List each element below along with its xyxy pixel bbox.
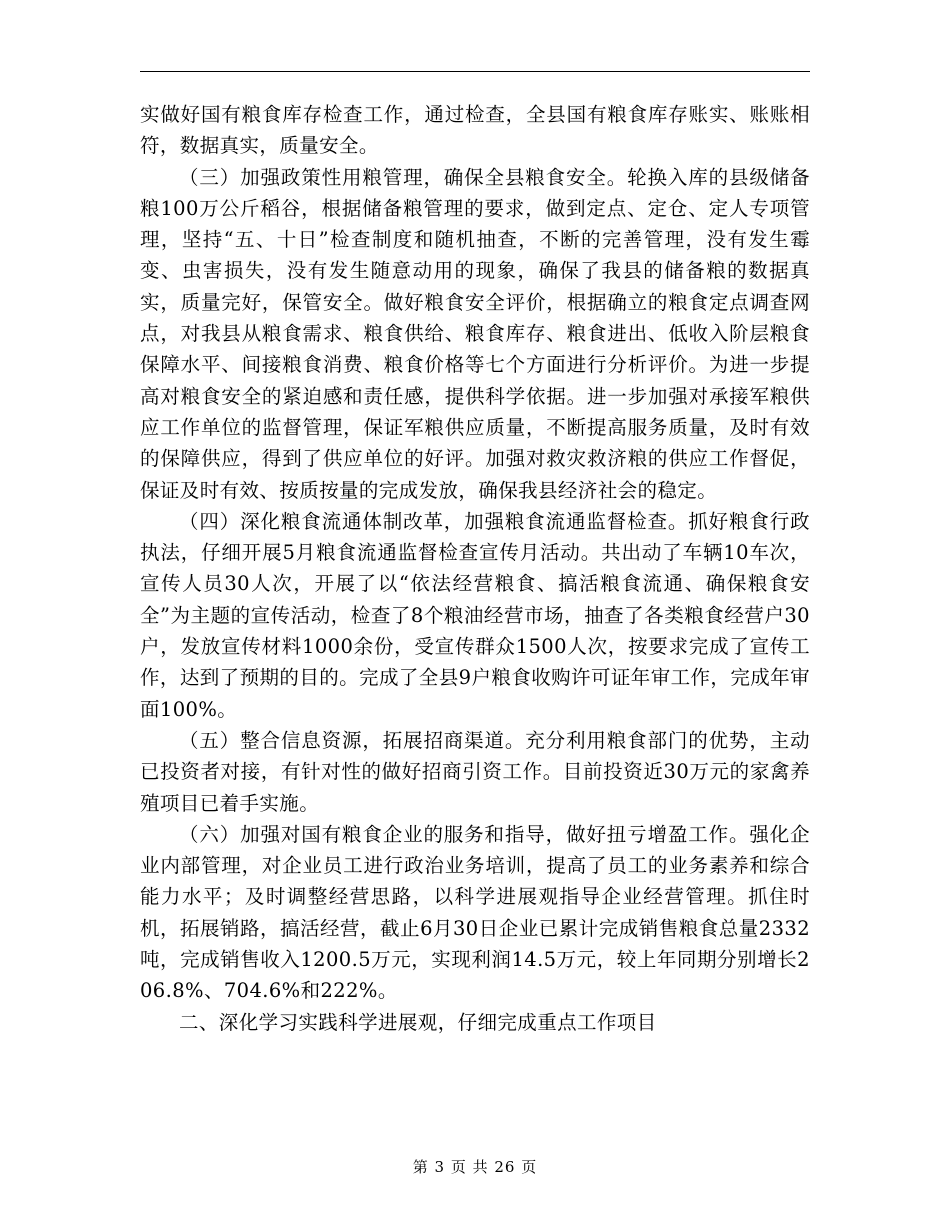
page-footer [0,1156,950,1177]
section-heading-two: 二、深化学习实践科学进展观，仔细完成重点工作项目 [179,1010,657,1034]
footer-current-page: 3 [434,1158,446,1176]
paragraph: 实做好国有粮食库存检查工作，通过检查，全县国有粮食库存账实、账账相符，数据真实，质量安全。 [140,103,810,158]
document-body [140,99,810,1038]
paragraph-section-six: （六）加强对国有粮食企业的服务和指导，做好扭亏增盈工作。强化企业内部管理，对企业员工进行政治业务培训，提高了员工的业务素养和综合能力水平；及时调整经营思路，以科学进展观指导企业经营管理。抓住时机，拓展销路，搞活经营，截止6月30日企业已累计完成销售粮食总量2332吨，完成销售收入1200.5万元，实现利润14.5万元，较上年同期分别增长206.8%、704.6%和222%。 [140,822,810,1003]
paragraph-section-four: （四）深化粮食流通体制改革，加强粮食流通监督检查。抓好粮食行政执法，仔细开展5月粮食流通监督检查宣传月活动。共出动了车辆10车次，宣传人员30人次，开展了以“依法经营粮食、搞活粮食流通、确保粮食安全”为主题的宣传活动，检查了8个粮油经营市场，抽查了各类粮食经营户30户，发放宣传材料1000余份，受宣传群众1500人次，按要求完成了宣传工作，达到了预期的目的。完成了全县9户粮食收购许可证年审工作，完成年审面100%。 [140,509,810,721]
footer-total-pages: 26 [494,1158,516,1176]
paragraph-section-five: （五）整合信息资源，拓展招商渠道。充分利用粮食部门的优势，主动已投资者对接，有针对性的做好招商引资工作。目前投资近30万元的家禽养殖项目已着手实施。 [140,728,810,815]
footer-middle: 页 共 [450,1158,489,1176]
paragraph-section-three: （三）加强政策性用粮管理，确保全县粮食安全。轮换入库的县级储备粮100万公斤稻谷，根据储备粮管理的要求，做到定点、定仓、定人专项管理，坚持“五、十日”检查制度和随机抽查，不断的完善管理，没有发生霉变、虫害损失，没有发生随意动用的现象，确保了我县的储备粮的数据真实，质量完好，保管安全。做好粮食安全评价，根据确立的粮食定点调查网点，对我县从粮食需求、粮食供给、粮食库存、粮食进出、低收入阶层粮食保障水平、间接粮食消费、粮食价格等七个方面进行分析评价。为进一步提高对粮食安全的紧迫感和责任感，提供科学依据。进一步加强对承接军粮供应工作单位的监督管理，保证军粮供应质量，不断提高服务质量，及时有效的保障供应，得到了供应单位的好评。加强对救灾救济粮的供应工作督促，保证及时有效、按质按量的完成发放，确保我县经济社会的稳定。 [140,165,810,502]
footer-suffix: 页 [521,1158,538,1176]
header-rule [140,71,810,72]
footer-prefix: 第 [412,1158,429,1176]
